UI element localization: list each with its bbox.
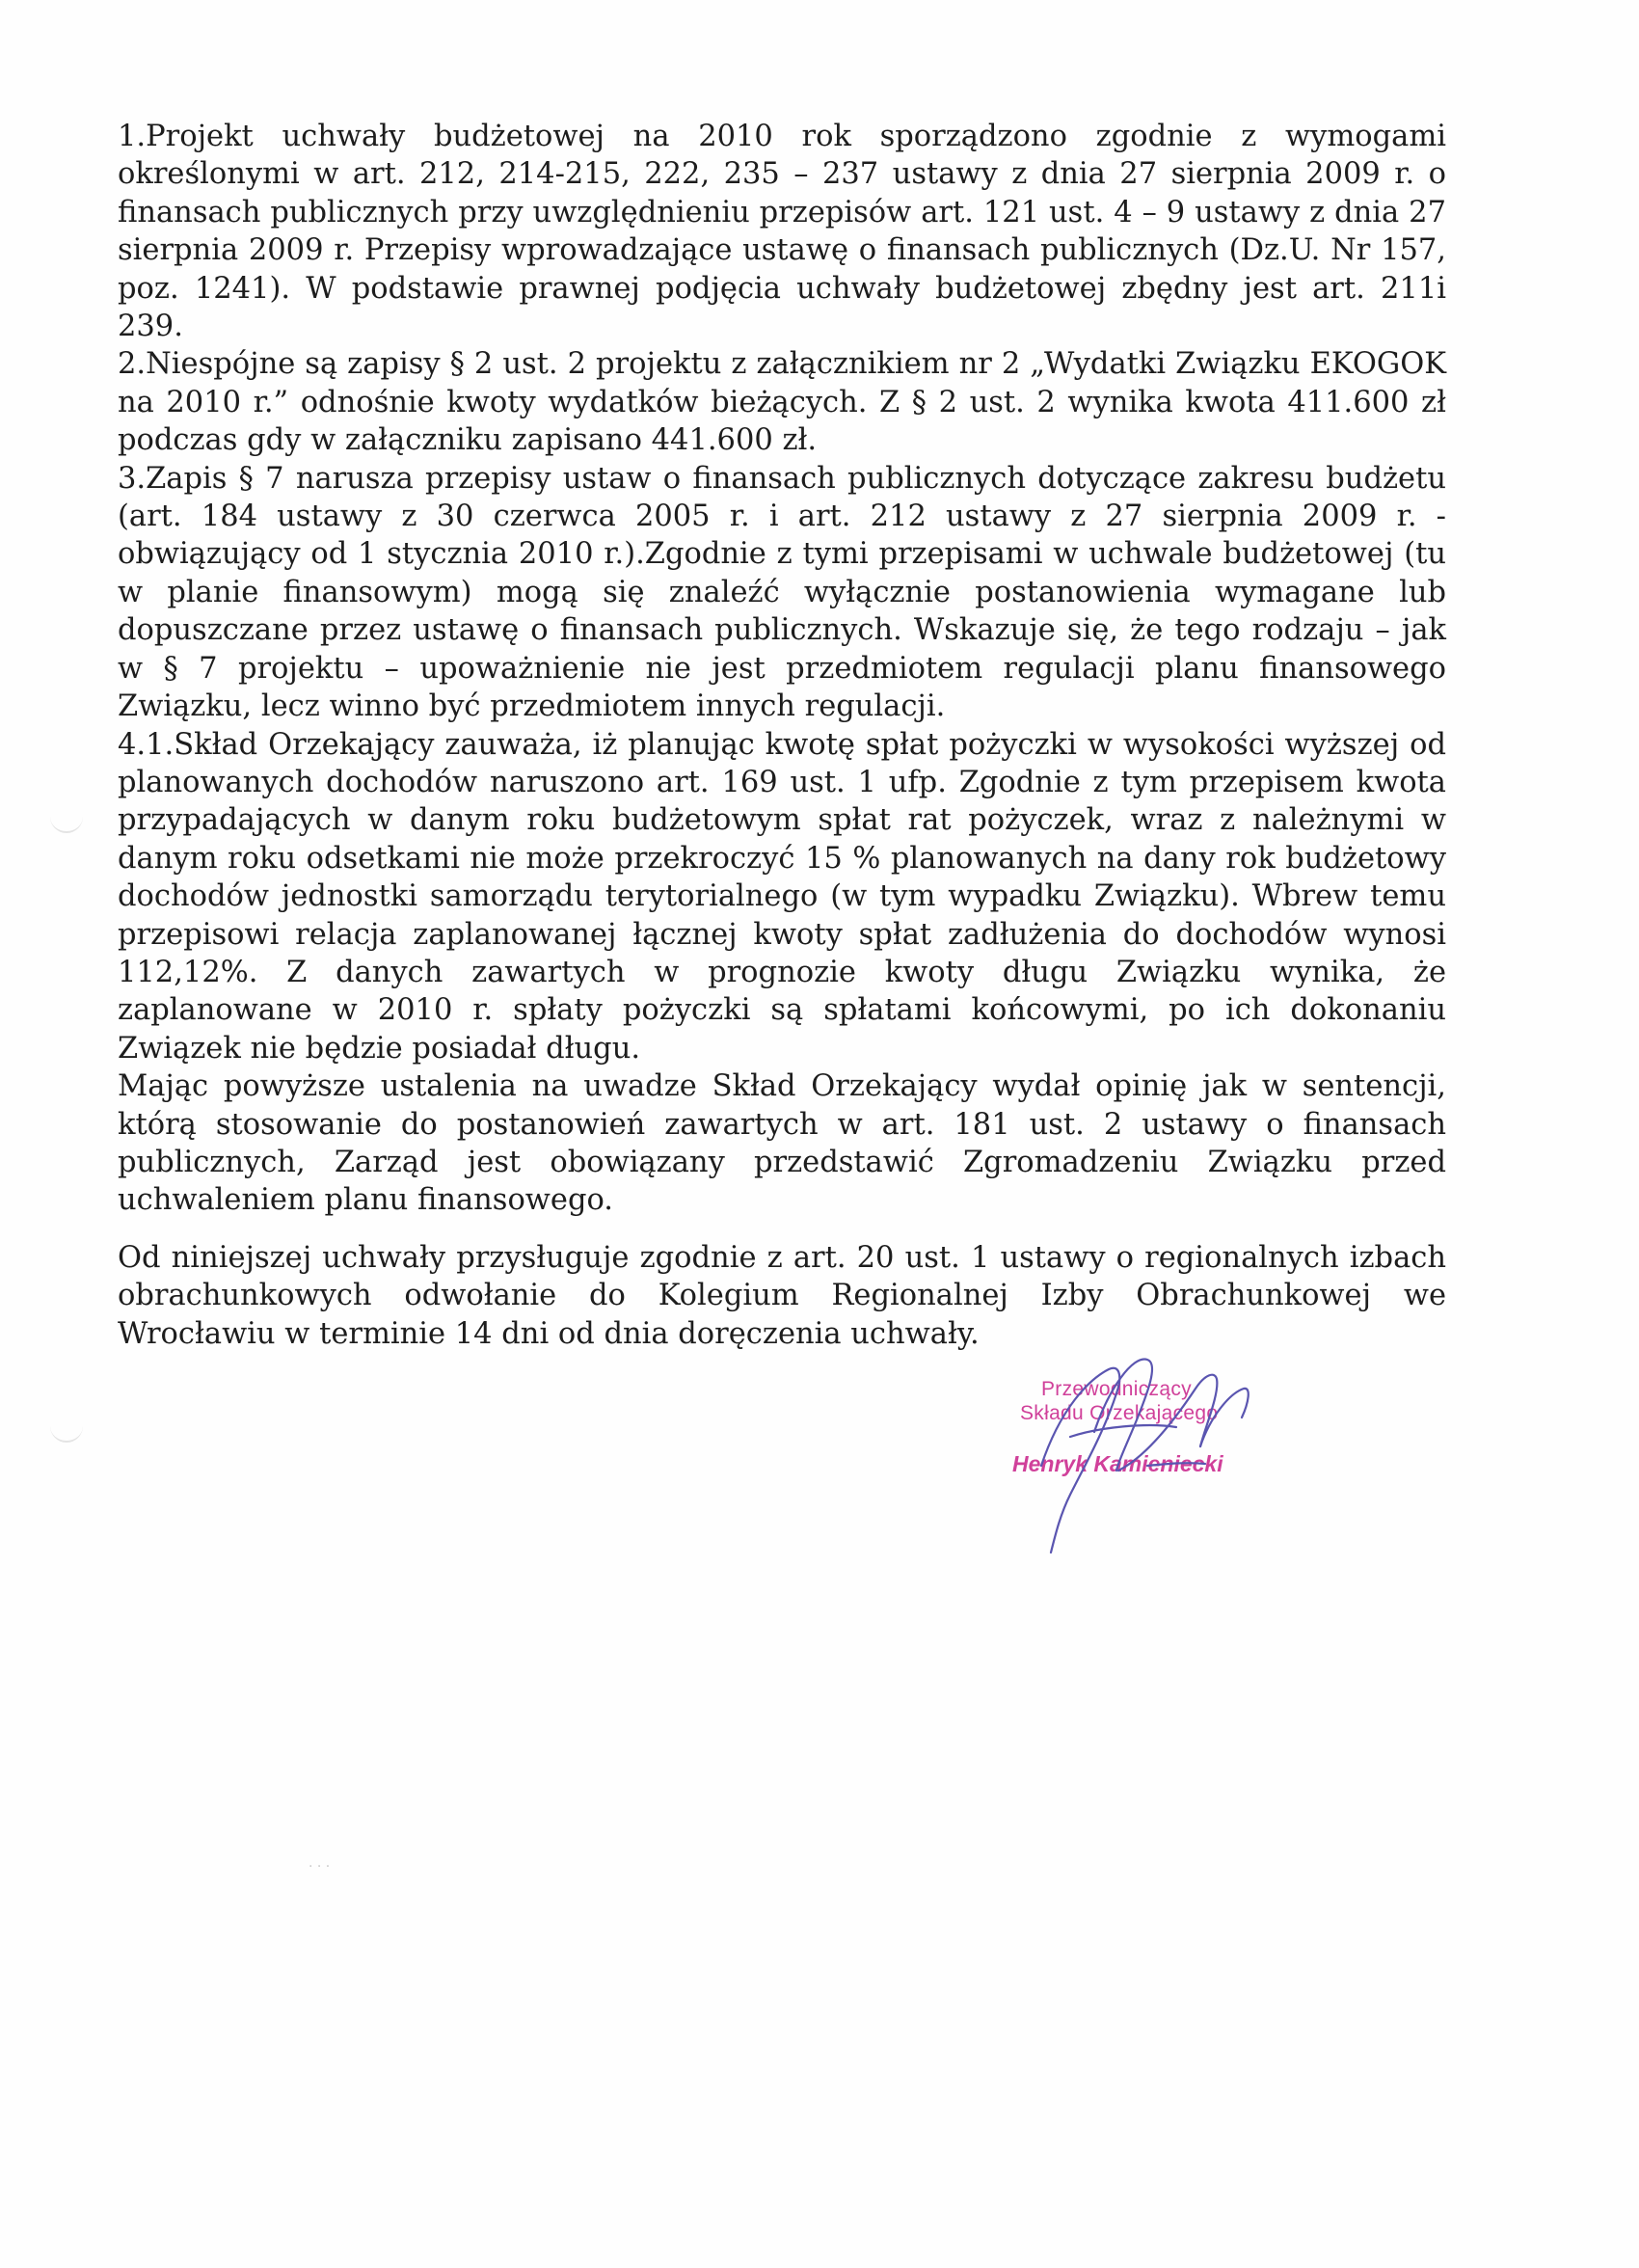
scan-artifact: · · · [309, 1859, 331, 1875]
paragraph-appeal-notice: Od niniejszej uchwały przysługuje zgodnie z art. 20 ust. 1 ustawy o regionalnych izbach obrachunkowych odwołanie do Kolegium Regionalnej Izby Obrachunkowej we Wrocławiu w terminie 14 dni od dnia doręczenia uchwały. [118, 1240, 1446, 1351]
paragraph-4-1: 4.1.Skład Orzekający zauważa, iż planując kwotę spłat pożyczki w wysokości wyższej od planowanych dochodów naruszono art. 169 ust. 1 ufp. Zgodnie z tym przepisem kwota przypadających w danym roku budżetowym spłat rat pożyczek, wraz z należnymi w danym roku odsetkami nie może przekroczyć 15 % planowanych na dany rok budżetowy dochodów jednostki samorządu terytorialnego (w tym wypadku Związku). Wbrew temu przepisowi relacja zaplanowanej łącznej kwoty spłat zadłużenia do dochodów wynosi 112,12%. Z danych zawartych w prognozie kwoty długu Związku wynika, że zaplanowane w 2010 r. spłaty pożyczki są spłatami końcowymi, po ich dokonaniu Związek nie będzie posiadał długu. [118, 727, 1446, 1066]
paragraph-conclusion: Mając powyższe ustalenia na uwadze Skład Orzekający wydał opinię jak w sentencji, którą stosowanie do postanowień zawartych w art. 181 ust. 2 ustawy o finansach publicznych, Zarząd jest obowiązany przedstawić Zgromadzeniu Związku przed uchwaleniem planu finansowego. [118, 1069, 1446, 1218]
paragraph-2: 2.Niespójne są zapisy § 2 ust. 2 projektu z załącznikiem nr 2 „Wydatki Związku EKOGOK na 2010 r.” odnośnie kwoty wydatków bieżących. Z § 2 ust. 2 wynika kwota 411.600 zł podczas gdy w załączniku zapisano 441.600 zł. [118, 347, 1446, 458]
stamp-name: Henryk Kamieniecki [1012, 1451, 1223, 1476]
paragraph-3: 3.Zapis § 7 narusza przepisy ustaw o finansach publicznych dotyczące zakresu budżetu (art. 184 ustawy z 30 czerwca 2005 r. i art. 212 ustawy z 27 sierpnia 2009 r. - obwiązujący od 1 stycznia 2010 r.).Zgodnie z tymi przepisami w uchwale budżetowej (tu w planie finansowym) mogą się znaleźć wyłącznie postanowienia wymagane lub dopuszczane przez ustawę o finansach publicznych. Wskazuje się, że tego rodzaju – jak w § 7 projektu – upoważnienie nie jest przedmiotem regulacji planu finansowego Związku, lecz winno być przedmiotem innych regulacji. [118, 461, 1446, 724]
punch-hole-mark [50, 1418, 83, 1443]
paragraph-1: 1.Projekt uchwały budżetowej na 2010 rok sporządzono zgodnie z wymogami określonymi w art. 212, 214-215, 222, 235 – 237 ustawy z dnia 27 sierpnia 2009 r. o finansach publicznych przy uwzględnieniu przepisów art. 121 ust. 4 – 9 ustawy z dnia 27 sierpnia 2009 r. Przepisy wprowadzające ustawę o finansach publicznych (Dz.U. Nr 157, poz. 1241). W podstawie prawnej podjęcia uchwały budżetowej zbędny jest art. 211i 239. [118, 120, 1446, 344]
punch-hole-mark [50, 808, 83, 833]
handwritten-signature [1003, 1350, 1311, 1562]
stamp-subtitle: Składu Orzekającego [1020, 1402, 1219, 1424]
stamp-title: Przewodniczący [1041, 1378, 1192, 1400]
document-body [118, 118, 1446, 1353]
